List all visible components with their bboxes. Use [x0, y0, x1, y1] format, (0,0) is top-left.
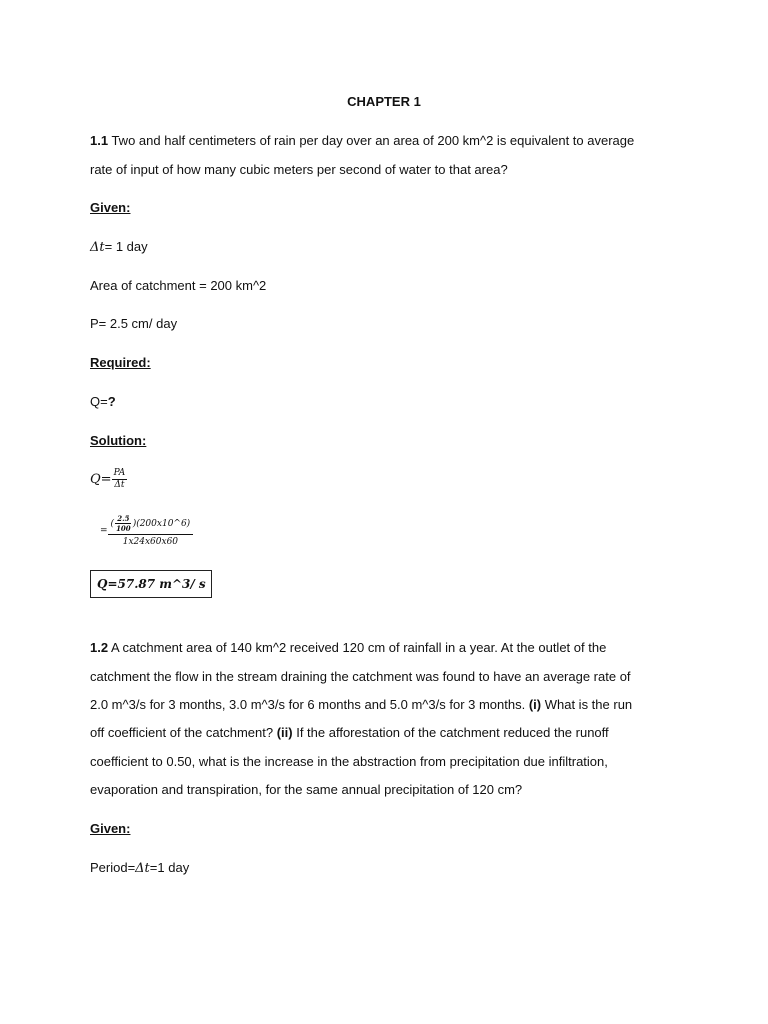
required-heading: Required: [90, 355, 151, 370]
inner-numerator: 2.5 [117, 514, 130, 523]
substitution-expression [100, 515, 193, 547]
substitution-numerator [108, 515, 194, 535]
solution-heading: Solution: [90, 433, 147, 448]
formula-fraction [112, 469, 128, 490]
problem-1-2-line-2: catchment the flow in the stream draining the catchment was found to have an average rate of [90, 669, 631, 684]
precipitation-line: P= 2.5 cm/ day [90, 316, 178, 331]
problem-1-1-number: 1.1 [90, 133, 109, 148]
formula-numerator: PA [113, 468, 126, 478]
chapter-title: CHAPTER 1 [347, 94, 421, 109]
substitution-denominator: 1x24x60x60 [122, 537, 179, 547]
answer-box: Q=57.87 m^3/ s [90, 570, 212, 598]
delta-t-symbol: Δt [90, 240, 105, 255]
problem-1-2-line-6: evaporation and transpiration, for the same annual precipitation of 120 cm? [90, 782, 523, 797]
formula-lhs: Q= [90, 472, 112, 487]
delta-t-value: = 1 day [104, 239, 148, 254]
period-label: Period= [90, 860, 136, 875]
problem-1-1-text-1: Two and half centimeters of rain per day over an area of 200 km^2 is equivalent to average [108, 133, 635, 148]
problem-1-2-text-3a: 2.0 m^3/s for 3 months, 3.0 m^3/s for 6 months and 5.0 m^3/s for 3 months. [90, 697, 529, 712]
formula-denominator: Δt [114, 480, 125, 490]
problem-1-2-number: 1.2 [90, 640, 109, 655]
problem-1-2-line-4 [90, 725, 609, 740]
period-value: =1 day [149, 860, 190, 875]
area-line: Area of catchment = 200 km^2 [90, 278, 267, 293]
substitution-rest: )(200x10^6) [132, 519, 191, 529]
formula-q [90, 469, 127, 490]
given-heading-1: Given: [90, 200, 131, 215]
given-heading-2: Given: [90, 821, 131, 836]
inner-denominator: 100 [116, 524, 131, 533]
period-delta-t: Δt [135, 861, 150, 876]
substitution-equals: = [100, 526, 108, 536]
q-required-line [90, 394, 116, 409]
problem-1-1-line-1 [90, 133, 634, 148]
problem-1-2-text-3c: What is the run [541, 697, 633, 712]
inner-fraction [114, 515, 133, 532]
problem-1-2-text-4c: If the afforestation of the catchment reduced the runoff [292, 725, 609, 740]
problem-1-2-text-1: A catchment area of 140 km^2 received 120 cm of rainfall in a year. At the outlet of the [108, 640, 607, 655]
q-label: Q= [90, 394, 108, 409]
part-i-label: (i) [528, 697, 542, 712]
part-ii-label: (ii) [276, 725, 293, 740]
problem-1-2-text-4a: off coefficient of the catchment? [90, 725, 277, 740]
problem-1-1-line-2: rate of input of how many cubic meters per second of water to that area? [90, 162, 508, 177]
problem-1-2-line-1 [90, 640, 606, 655]
problem-1-2-line-3 [90, 697, 632, 712]
substitution-open-paren: ( [110, 519, 115, 529]
period-line [90, 860, 189, 876]
q-question-mark: ? [107, 394, 116, 409]
delta-t-line [90, 239, 148, 255]
problem-1-2-line-5: coefficient to 0.50, what is the increase in the abstraction from precipitation due infiltration, [90, 754, 608, 769]
substitution-fraction [108, 515, 194, 547]
